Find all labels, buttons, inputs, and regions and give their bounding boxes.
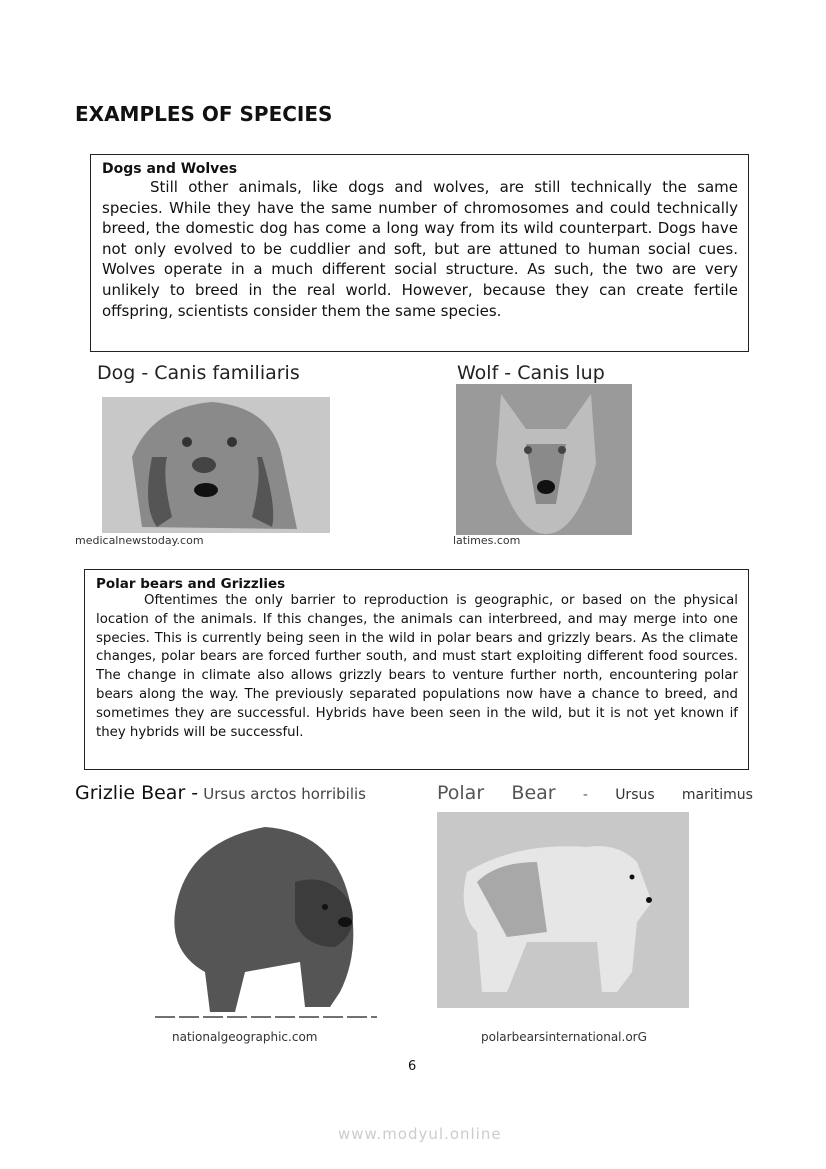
caption-word: Bear — [511, 782, 556, 804]
polar-caption — [437, 782, 753, 804]
dogs-wolves-box — [90, 154, 749, 352]
polar-bear-image — [437, 812, 689, 1008]
section-heading: Polar bears and Grizzlies — [96, 576, 286, 592]
grizzly-common-name: Grizlie Bear - — [75, 782, 199, 804]
dog-image — [102, 397, 330, 533]
wolf-caption: Wolf - Canis lup — [457, 362, 605, 384]
caption-word: Polar — [437, 782, 485, 804]
grizzly-image — [155, 822, 377, 1020]
caption-word: Ursus — [615, 787, 655, 803]
wolf-source: latimes.com — [453, 534, 521, 547]
page-title: EXAMPLES OF SPECIES — [75, 102, 333, 126]
section-body: Still other animals, like dogs and wolves, are still technically the same species. While they have the same number of chromosomes and could technically breed, the domestic dog has come a long way from its wild counterpart. Dogs have not only evolved to be cuddlier and soft, but are attuned to human social cues. Wolves operate in a much different social structure. As such, the two are very unlikely to breed in the real world. However, because they can create fertile offspring, scientists consider them the same species. — [102, 178, 738, 320]
caption-word: maritimus — [681, 787, 753, 803]
grizzly-source: nationalgeographic.com — [172, 1030, 318, 1044]
page-number: 6 — [408, 1059, 417, 1074]
grizzly-scientific-name: Ursus arctos horribilis — [203, 785, 366, 803]
grizzly-caption — [75, 782, 366, 804]
polar-source: polarbearsinternational.orG — [481, 1030, 647, 1044]
caption-word: - — [582, 787, 588, 803]
dog-caption: Dog - Canis familiaris — [97, 362, 300, 384]
dog-source: medicalnewstoday.com — [75, 534, 204, 547]
bears-box — [84, 569, 749, 770]
section-body: Oftentimes the only barrier to reproduction is geographic, or based on the physical location of the animals. If this changes, the animals can interbreed, and may merge into one species. This is currently being seen in the wild in polar bears and grizzly bears. As the climate changes, polar bears are forced further south, and must start exploiting different food sources. The change in climate also allows grizzly bears to venture further north, encountering polar bears along the way. The previously separated populations now have a chance to breed, and sometimes they are successful. Hybrids have been seen in the wild, but it is not yet known if they hybrids will be successful. — [96, 593, 738, 740]
wolf-image — [456, 384, 632, 535]
watermark: www.modyul.online — [338, 1125, 502, 1143]
section-heading: Dogs and Wolves — [102, 161, 238, 177]
